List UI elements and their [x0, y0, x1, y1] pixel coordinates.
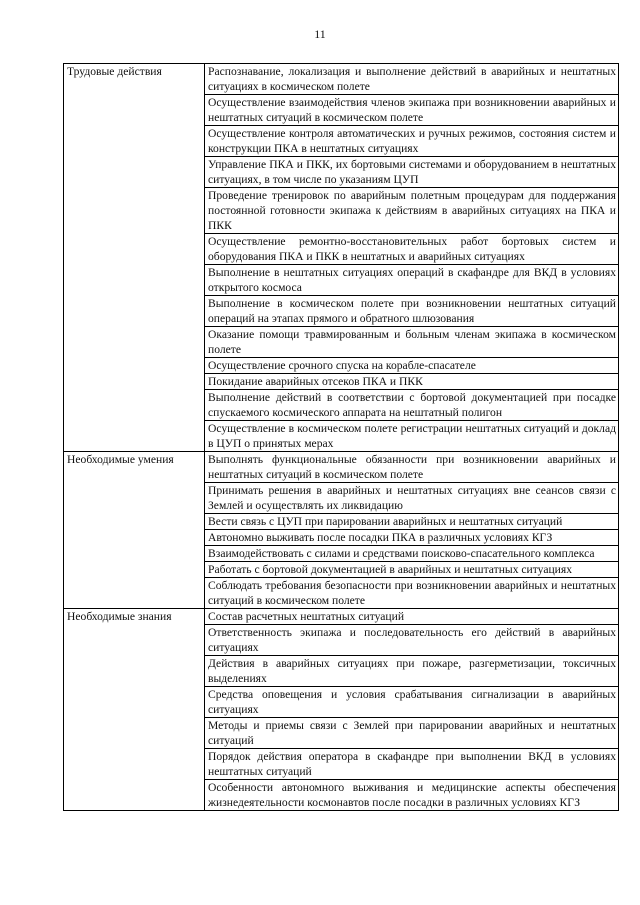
- section-title: Необходимые умения: [64, 452, 205, 609]
- section-item: Автономно выживать после посадки ПКА в различных условиях КГЗ: [205, 530, 619, 546]
- section-item: Методы и приемы связи с Землей при парировании аварийных и нештатных ситуаций: [205, 718, 619, 749]
- section-item: Покидание аварийных отсеков ПКА и ПКК: [205, 374, 619, 390]
- section-item: Распознавание, локализация и выполнение действий в аварийных и нештатных ситуациях в космическом полете: [205, 64, 619, 95]
- section-item: Выполнение в нештатных ситуациях операций в скафандре для ВКД в условиях открытого космоса: [205, 265, 619, 296]
- competency-table: [63, 63, 619, 811]
- section-title: Необходимые знания: [64, 609, 205, 811]
- table-row: [64, 64, 619, 95]
- section-item: Ответственность экипажа и последовательность его действий в аварийных ситуациях: [205, 625, 619, 656]
- section-item: Состав расчетных нештатных ситуаций: [205, 609, 619, 625]
- section-item: Выполнение действий в соответствии с бортовой документацией при посадке спускаемого космического аппарата на нештатный полигон: [205, 390, 619, 421]
- section-item: Оказание помощи травмированным и больным членам экипажа в космическом полете: [205, 327, 619, 358]
- section-item: Особенности автономного выживания и медицинские аспекты обеспечения жизнедеятельности космонавтов после посадки в различных условиях КГЗ: [205, 780, 619, 811]
- section-title: Трудовые действия: [64, 64, 205, 452]
- section-item: Взаимодействовать с силами и средствами поисково-спасательного комплекса: [205, 546, 619, 562]
- section-item: Осуществление в космическом полете регистрации нештатных ситуаций и доклад в ЦУП о принятых мерах: [205, 421, 619, 452]
- section-item: Работать с бортовой документацией в аварийных и нештатных ситуациях: [205, 562, 619, 578]
- section-item: Средства оповещения и условия срабатывания сигнализации в аварийных ситуациях: [205, 687, 619, 718]
- section-item: Порядок действия оператора в скафандре при выполнении ВКД в условиях нештатных ситуаций: [205, 749, 619, 780]
- section-item: Осуществление ремонтно-восстановительных работ бортовых систем и оборудования ПКА и ПКК в нештатных и аварийных ситуациях: [205, 234, 619, 265]
- section-item: Соблюдать требования безопасности при возникновении аварийных и нештатных ситуаций в космическом полете: [205, 578, 619, 609]
- section-item: Принимать решения в аварийных и нештатных ситуациях вне сеансов связи с Землей и осуществлять их ликвидацию: [205, 483, 619, 514]
- section-item: Выполнение в космическом полете при возникновении нештатных ситуаций операций на этапах прямого и обратного шлюзования: [205, 296, 619, 327]
- page-number: 11: [314, 27, 326, 41]
- section-item: Проведение тренировок по аварийным полетным процедурам для поддержания постоянной готовности экипажа к действиям в аварийных ситуациях на ПКА и ПКК: [205, 188, 619, 234]
- section-item: Осуществление контроля автоматических и ручных режимов, состояния систем и конструкции ПКА в нештатных ситуациях: [205, 126, 619, 157]
- section-item: Выполнять функциональные обязанности при возникновении аварийных и нештатных ситуаций в космическом полете: [205, 452, 619, 483]
- section-item: Осуществление срочного спуска на корабле-спасателе: [205, 358, 619, 374]
- section-item: Действия в аварийных ситуациях при пожаре, разгерметизации, токсичных выделениях: [205, 656, 619, 687]
- section-item: Управление ПКА и ПКК, их бортовыми системами и оборудованием в нештатных ситуациях, в том числе по указаниям ЦУП: [205, 157, 619, 188]
- table-row: [64, 609, 619, 625]
- table-body: [64, 64, 619, 811]
- table-row: [64, 452, 619, 483]
- section-item: Осуществление взаимодействия членов экипажа при возникновении аварийных и нештатных ситуаций в космическом полете: [205, 95, 619, 126]
- section-item: Вести связь с ЦУП при парировании аварийных и нештатных ситуаций: [205, 514, 619, 530]
